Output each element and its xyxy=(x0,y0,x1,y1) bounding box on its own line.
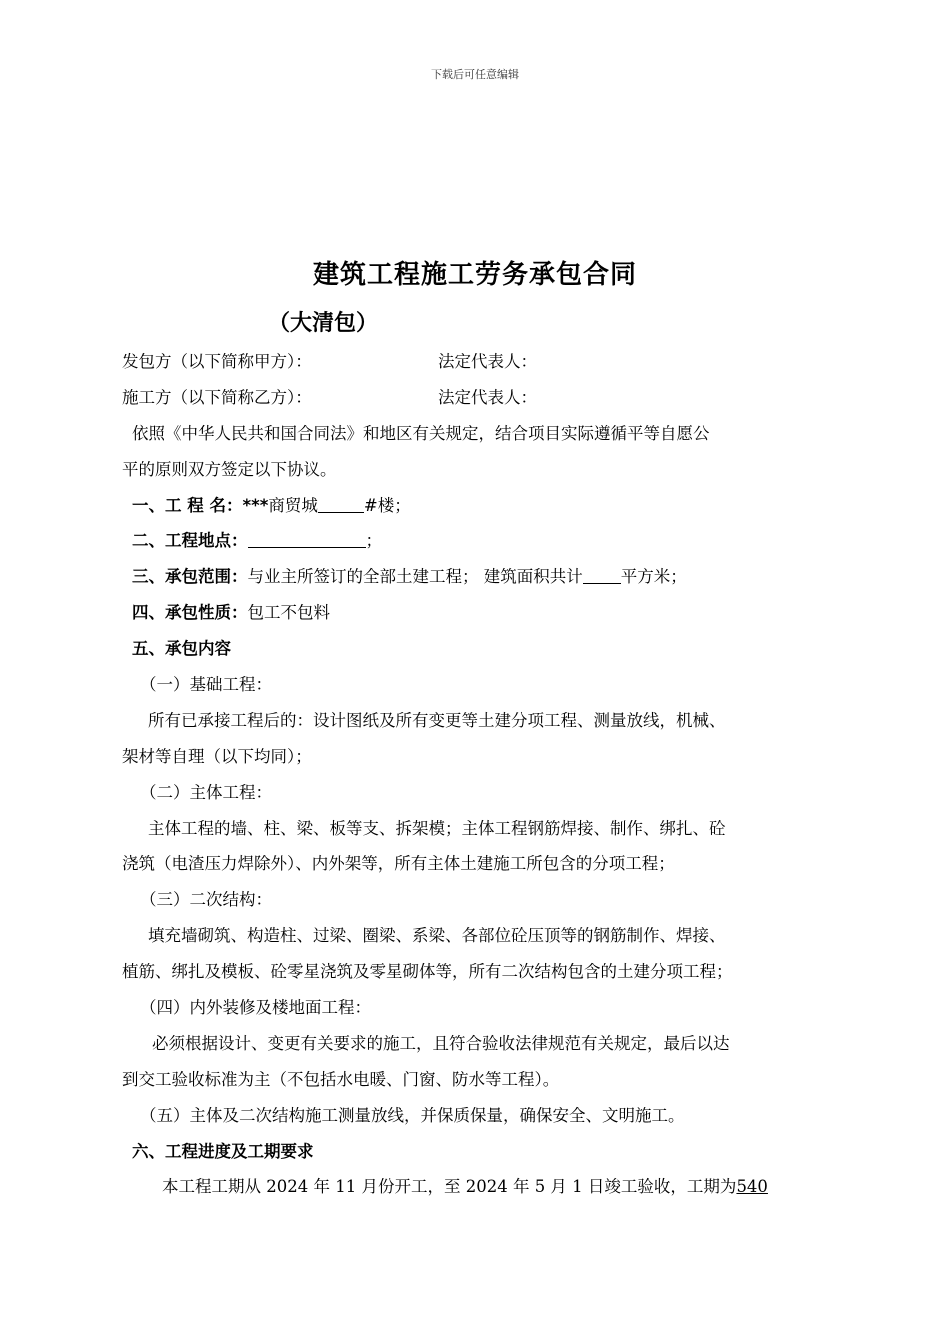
sub-4-heading: （四）内外装修及楼地面工程： xyxy=(140,998,371,1018)
sub-3-line-2: 植筋、绑扎及模板、砼零星浇筑及零星砌体等，所有二次结构包含的土建分项工程； xyxy=(122,962,733,982)
party-a-rep: 法定代表人： xyxy=(438,352,537,371)
document-subtitle: （大清包） xyxy=(268,311,379,336)
header-note: 下载后可任意编辑 xyxy=(431,68,519,81)
section-1-text-a: 商贸城 xyxy=(268,495,318,515)
section-6-duration: 540 xyxy=(736,1177,768,1197)
party-b-line xyxy=(122,380,834,416)
section-3-scope xyxy=(122,559,834,595)
section-1-project-name xyxy=(122,488,834,524)
sub-2-line-1: 主体工程的墙、柱、梁、板等支、拆架模；主体工程钢筋焊接、制作、绑扎、砼 xyxy=(148,818,726,838)
section-1-text-b: #楼； xyxy=(363,495,411,515)
section-1-stars: *** xyxy=(242,495,269,515)
section-2-text: ； xyxy=(365,531,382,551)
section-2-location xyxy=(122,523,834,559)
intro-line-1: 依照《中华人民共和国合同法》和地区有关规定，结合项目实际遵循平等自愿公 xyxy=(132,423,710,443)
party-a-label: 发包方（以下简称甲方）： xyxy=(122,352,312,371)
section-6-text: 本工程工期从 2024 年 11 月份开工，至 2024 年 5 月 1 日竣工验收，工期为 xyxy=(162,1177,737,1197)
contract-body xyxy=(122,344,834,1205)
sub-3-line-1: 填充墙砌筑、构造柱、过梁、圈梁、系梁、各部位砼压顶等的钢筋制作、焊接、 xyxy=(148,926,726,946)
section-2-heading: 二、工程地点： xyxy=(132,531,248,551)
section-3-text-b: 平方米； xyxy=(620,567,687,587)
sub-1-line-1: 所有已承接工程后的：设计图纸及所有变更等土建分项工程、测量放线，机械、 xyxy=(148,710,726,730)
party-b-label: 施工方（以下简称乙方）： xyxy=(122,387,312,407)
sub-4-line-1: 必须根据设计、变更有关要求的施工，且符合验收法律规范有关规定，最后以达 xyxy=(152,1033,730,1053)
party-a-line xyxy=(122,344,834,380)
section-6-heading: 六、工程进度及工期要求 xyxy=(132,1141,314,1161)
sub-2-line-2: 浇筑（电渣压力焊除外）、内外架等，所有主体土建施工所包含的分项工程； xyxy=(122,854,675,874)
section-3-heading: 三、承包范围： xyxy=(132,567,248,587)
section-4-nature xyxy=(122,595,834,631)
section-4-text: 包工不包料 xyxy=(247,603,330,623)
section-4-heading: 四、承包性质： xyxy=(132,603,248,623)
sub-5-text: （五）主体及二次结构施工测量放线，并保质保量，确保安全、文明施工。 xyxy=(140,1105,685,1125)
section-1-heading: 一、工 程 名： xyxy=(132,495,243,515)
section-3-blank xyxy=(583,565,621,584)
sub-3-heading: （三）二次结构： xyxy=(140,890,272,910)
section-3-text-a: 与业主所签订的全部土建工程； 建筑面积共计 xyxy=(247,567,583,587)
party-b-rep: 法定代表人： xyxy=(438,387,537,407)
section-5-heading: 五、承包内容 xyxy=(132,639,231,659)
sub-1-line-2: 架材等自理（以下均同）； xyxy=(122,746,312,766)
sub-2-heading: （二）主体工程： xyxy=(140,782,272,802)
intro-line-2: 平的原则双方签定以下协议。 xyxy=(122,459,337,479)
section-6-text-line xyxy=(122,1169,834,1205)
document-title: 建筑工程施工劳务承包合同 xyxy=(312,260,637,290)
sub-1-heading: （一）基础工程： xyxy=(140,675,272,695)
section-2-blank xyxy=(248,529,366,548)
section-1-blank xyxy=(318,494,364,513)
sub-4-line-2: 到交工验收标准为主（不包括水电暖、门窗、防水等工程）。 xyxy=(122,1069,560,1089)
